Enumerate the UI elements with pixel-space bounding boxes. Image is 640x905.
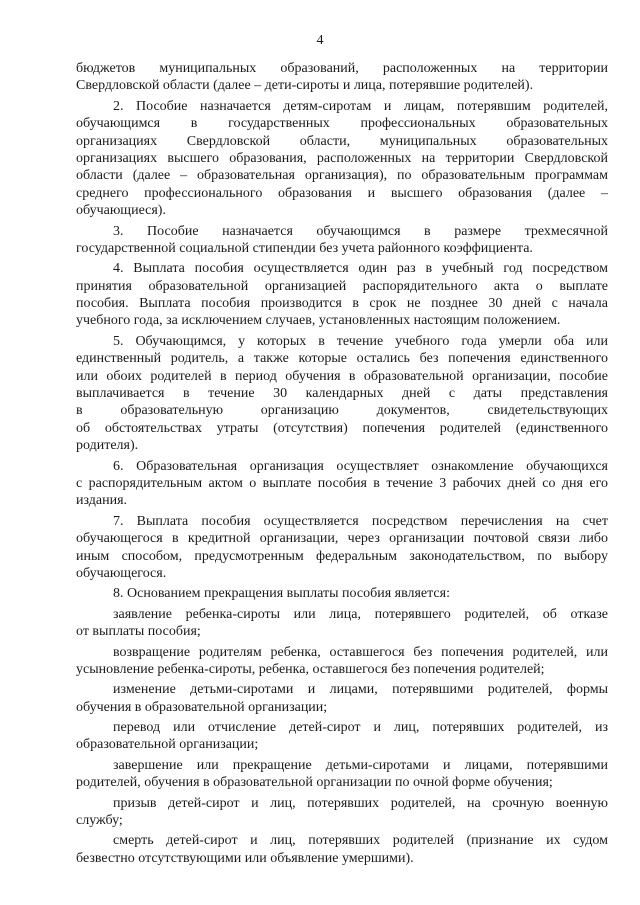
text-line: бюджетов муниципальных образований, расположенных на территории (76, 61, 608, 76)
text-line: 8. Основанием прекращения выплаты пособия является: (113, 586, 450, 602)
text-line: об обстоятельствах утраты (отсутствия) попечения родителей (единственного (76, 420, 608, 436)
text-line: призыв детей-сирот и лиц, потерявших родителей, на срочную военную (113, 795, 608, 811)
text-line: заявление ребенка-сироты или лица, потерявшего родителей, об отказе (113, 606, 608, 622)
text-line: области (далее – образовательная организация), по образовательным программам (76, 168, 608, 184)
text-line: 5. Обучающимся, у которых в течение учебного года умерли оба или (113, 333, 608, 349)
text-line: организациях Свердловской области, муниципальных образовательных (76, 133, 608, 149)
text-line: 7. Выплата пособия осуществляется посредством перечисления на счет (113, 513, 608, 529)
text-line: иным способом, предусмотренным федеральным законодательством, по выбору (76, 548, 608, 564)
body-text (76, 60, 608, 867)
text-line: пособия. Выплата пособия производится в срок не позднее 30 дней с начала (76, 296, 608, 312)
text-line: государственной социальной стипендии без учета районного коэффициента. (76, 240, 533, 256)
text-line: 3. Пособие назначается обучающимся в размере трехмесячной (113, 223, 608, 239)
text-line: издания. (76, 493, 128, 509)
text-line: родителей, обучения в образовательной организации по очной форме обучения; (76, 775, 553, 791)
text-line: возвращение родителям ребенка, оставшегося без попечения родителей, или (113, 644, 608, 660)
text-line: Свердловской области (далее – дети-сироты и лица, потерявшие родителей). (76, 78, 534, 94)
text-line: безвестно отсутствующими или объявление умершими). (76, 850, 414, 866)
text-line: перевод или отчисление детей-сирот и лиц, потерявших родителей, из (113, 720, 608, 736)
text-line: обучающегося. (76, 565, 167, 581)
text-line: усыновление ребенка-сироты, ребенка, оставшегося без попечения родителей; (76, 661, 545, 677)
text-line: принятия образовательной организацией распорядительного акта о выплате (76, 278, 608, 294)
text-line: 6. Образовательная организация осуществляет ознакомление обучающихся (113, 458, 608, 474)
text-line: выплачивается в течение 30 календарных дней с даты представления (76, 386, 608, 402)
text-line: родителя). (76, 438, 139, 454)
text-line: обучения в образовательной организации; (76, 699, 328, 715)
text-line: смерть детей-сирот и лиц, потерявших родителей (признание их судом (113, 833, 608, 849)
text-line: завершение или прекращение детьми-сиротами и лицами, потерявшими (113, 757, 608, 773)
text-line: учебного года, за исключением случаев, установленных настоящим положением. (76, 313, 561, 329)
text-line: организациях высшего образования, расположенных на территории Свердловской (76, 150, 608, 166)
text-line: образовательной организации; (76, 737, 259, 753)
text-line: 4. Выплата пособия осуществляется один раз в учебный год посредством (113, 261, 608, 277)
text-line: обучающиеся). (76, 203, 166, 219)
text-line: обучающегося в кредитной организации, через организации почтовой связи либо (76, 531, 608, 547)
text-line: среднего профессионального образования и высшего образования (далее – (76, 185, 608, 201)
text-line: службу; (76, 813, 123, 829)
page-number: 4 (316, 33, 324, 48)
text-line: обучающимся в государственных профессиональных образовательных (76, 116, 608, 132)
text-line: 2. Пособие назначается детям-сиротам и лицам, потерявшим родителей, (113, 98, 608, 114)
text-line: с распорядительным актом о выплате пособия в течение 3 рабочих дней со дня его (76, 475, 608, 491)
text-line: от выплаты пособия; (76, 624, 201, 640)
text-line: в образовательную организацию документов, свидетельствующих (76, 403, 608, 419)
text-line: или обоих родителей в период обучения в образовательной организации, пособие (76, 368, 608, 384)
text-line: единственный родитель, а также которые остались без попечения единственного (76, 351, 608, 367)
text-line: изменение детьми-сиротами и лицами, потерявшими родителей, формы (113, 682, 608, 698)
